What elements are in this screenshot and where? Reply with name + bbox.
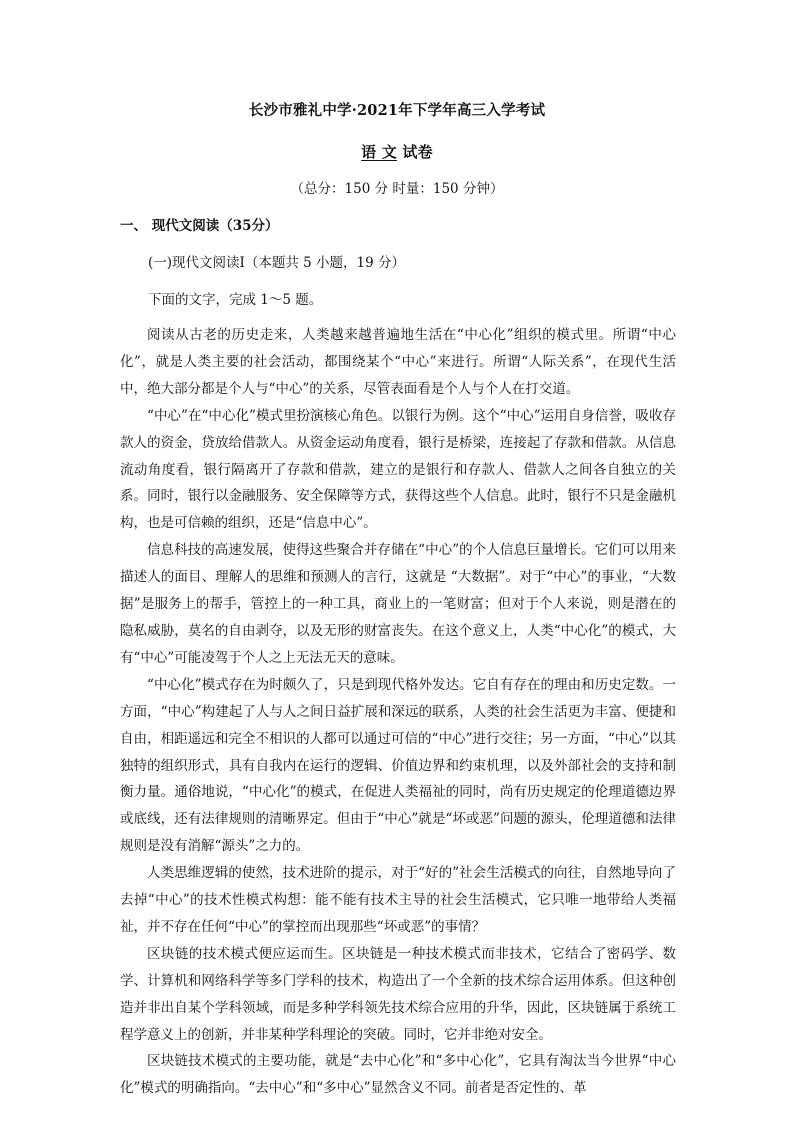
subject-name: 语 文: [361, 143, 397, 161]
section-subheading: (一)现代文阅读Ⅰ（本题共 5 小题，19 分）: [148, 255, 406, 271]
passage-paragraph-6: 区块链的技术模式便应运而生。区块链是一种技术模式而非技术，它结合了密码学、数学、计算机和网络科学等多门学科的技术，构造出了一个全新的技术综合运用体系。但这种创造并非出自某个学科领域，而是多种学科领先技术综合应用的升华，因此，区块链属于系统工程学意义上的创新，并非某种学科理论的突破。同时，它并非绝对安全。: [120, 945, 676, 1043]
reading-passage: [120, 322, 676, 1102]
passage-paragraph-3: 信息科技的高速发展，使得这些聚合并存储在“中心”的个人信息巨量增长。它们可以用来描述人的面目、理解人的思维和预测人的言行，这就是 “大数据”。对于“中心”的事业，“大数据”是服务上的帮手，管控上的一种工具，商业上的一笔财富；但对于个人来说，则是潜在的隐私威胁，莫名的自由剥夺，以及无形的财富丧失。在这个意义上，人类“中心化”的模式，大有“中心”可能凌驾于个人之上无法无天的意味。: [120, 542, 676, 666]
passage-paragraph-7: 区块链技术模式的主要功能，就是“去中心化”和“多中心化”，它具有淘汰当今世界“中心化”模式的明确指向。“去中心”和“多中心”显然含义不同。前者是否定性的、革: [120, 1053, 676, 1097]
passage-paragraph-2: “中心”在“中心化”模式里扮演核心角色。以银行为例。这个“中心”运用自身信誉，吸收存款人的资金，贷放给借款人。从资金运动角度看，银行是桥梁，连接起了存款和借款。从信息流动角度看，银行隔离开了存款和借款，建立的是银行和存款人、借款人之间各自独立的关系。同时，银行以金融服务、安全保障等方式，获得这些个人信息。此时，银行不只是金融机构，也是可信赖的组织，还是“信息中心”。: [120, 407, 676, 532]
exam-meta: （总分：150 分 时量：150 分钟）: [290, 181, 504, 197]
paper-label: 试卷: [402, 143, 433, 161]
paper-subtitle: [0, 141, 794, 162]
passage-paragraph-4: “中心化”模式存在为时颇久了，只是到现代格外发达。它自有存在的理由和历史定数。一方面，“中心”构建起了人与人之间日益扩展和深远的联系，人类的社会生活更为丰富、便捷和自由，相距遥远和完全不相识的人都可以通过可信的“中心”进行交往；另一方面，“中心”以其独特的组织形式，具有自我内在运行的逻辑、价值边界和约束机理，以及外部社会的支持和制衡力量。通俗地说，“中心化”的模式，在促进人类福祉的同时，尚有历史规定的伦理道德边界或底线，还有法律规则的清晰界定。但由于“中心”就是“坏或恶”问题的源头，伦理道德和法律规则是没有消解“源头”之力的。: [120, 676, 676, 855]
reading-instruction: 下面的文字，完成 1～5 题。: [148, 292, 323, 308]
exam-title: 长沙市雅礼中学·2021年下学年高三入学考试: [248, 102, 546, 119]
passage-paragraph-5: 人类思维逻辑的使然，技术进阶的提示，对于“好的”社会生活模式的向往，自然地导向了去掉“中心”的技术性模式构想：能不能有技术主导的社会生活模式，它只唯一地带给人类福祉，并不存在任何“中心”的掌控而出现那些“坏或恶”的事情？: [120, 865, 676, 935]
section-heading: 一、 现代文阅读（35分）: [120, 218, 279, 234]
passage-paragraph-1: 阅读从古老的历史走来，人类越来越普遍地生活在“中心化”组织的模式里。所谓“中心化”，就是人类主要的社会活动，都围绕某个“中心”来进行。所谓“人际关系”，在现代生活中，绝大部分都是个人与“中心”的关系，尽管表面看是个人与个人在打交道。: [120, 327, 676, 397]
